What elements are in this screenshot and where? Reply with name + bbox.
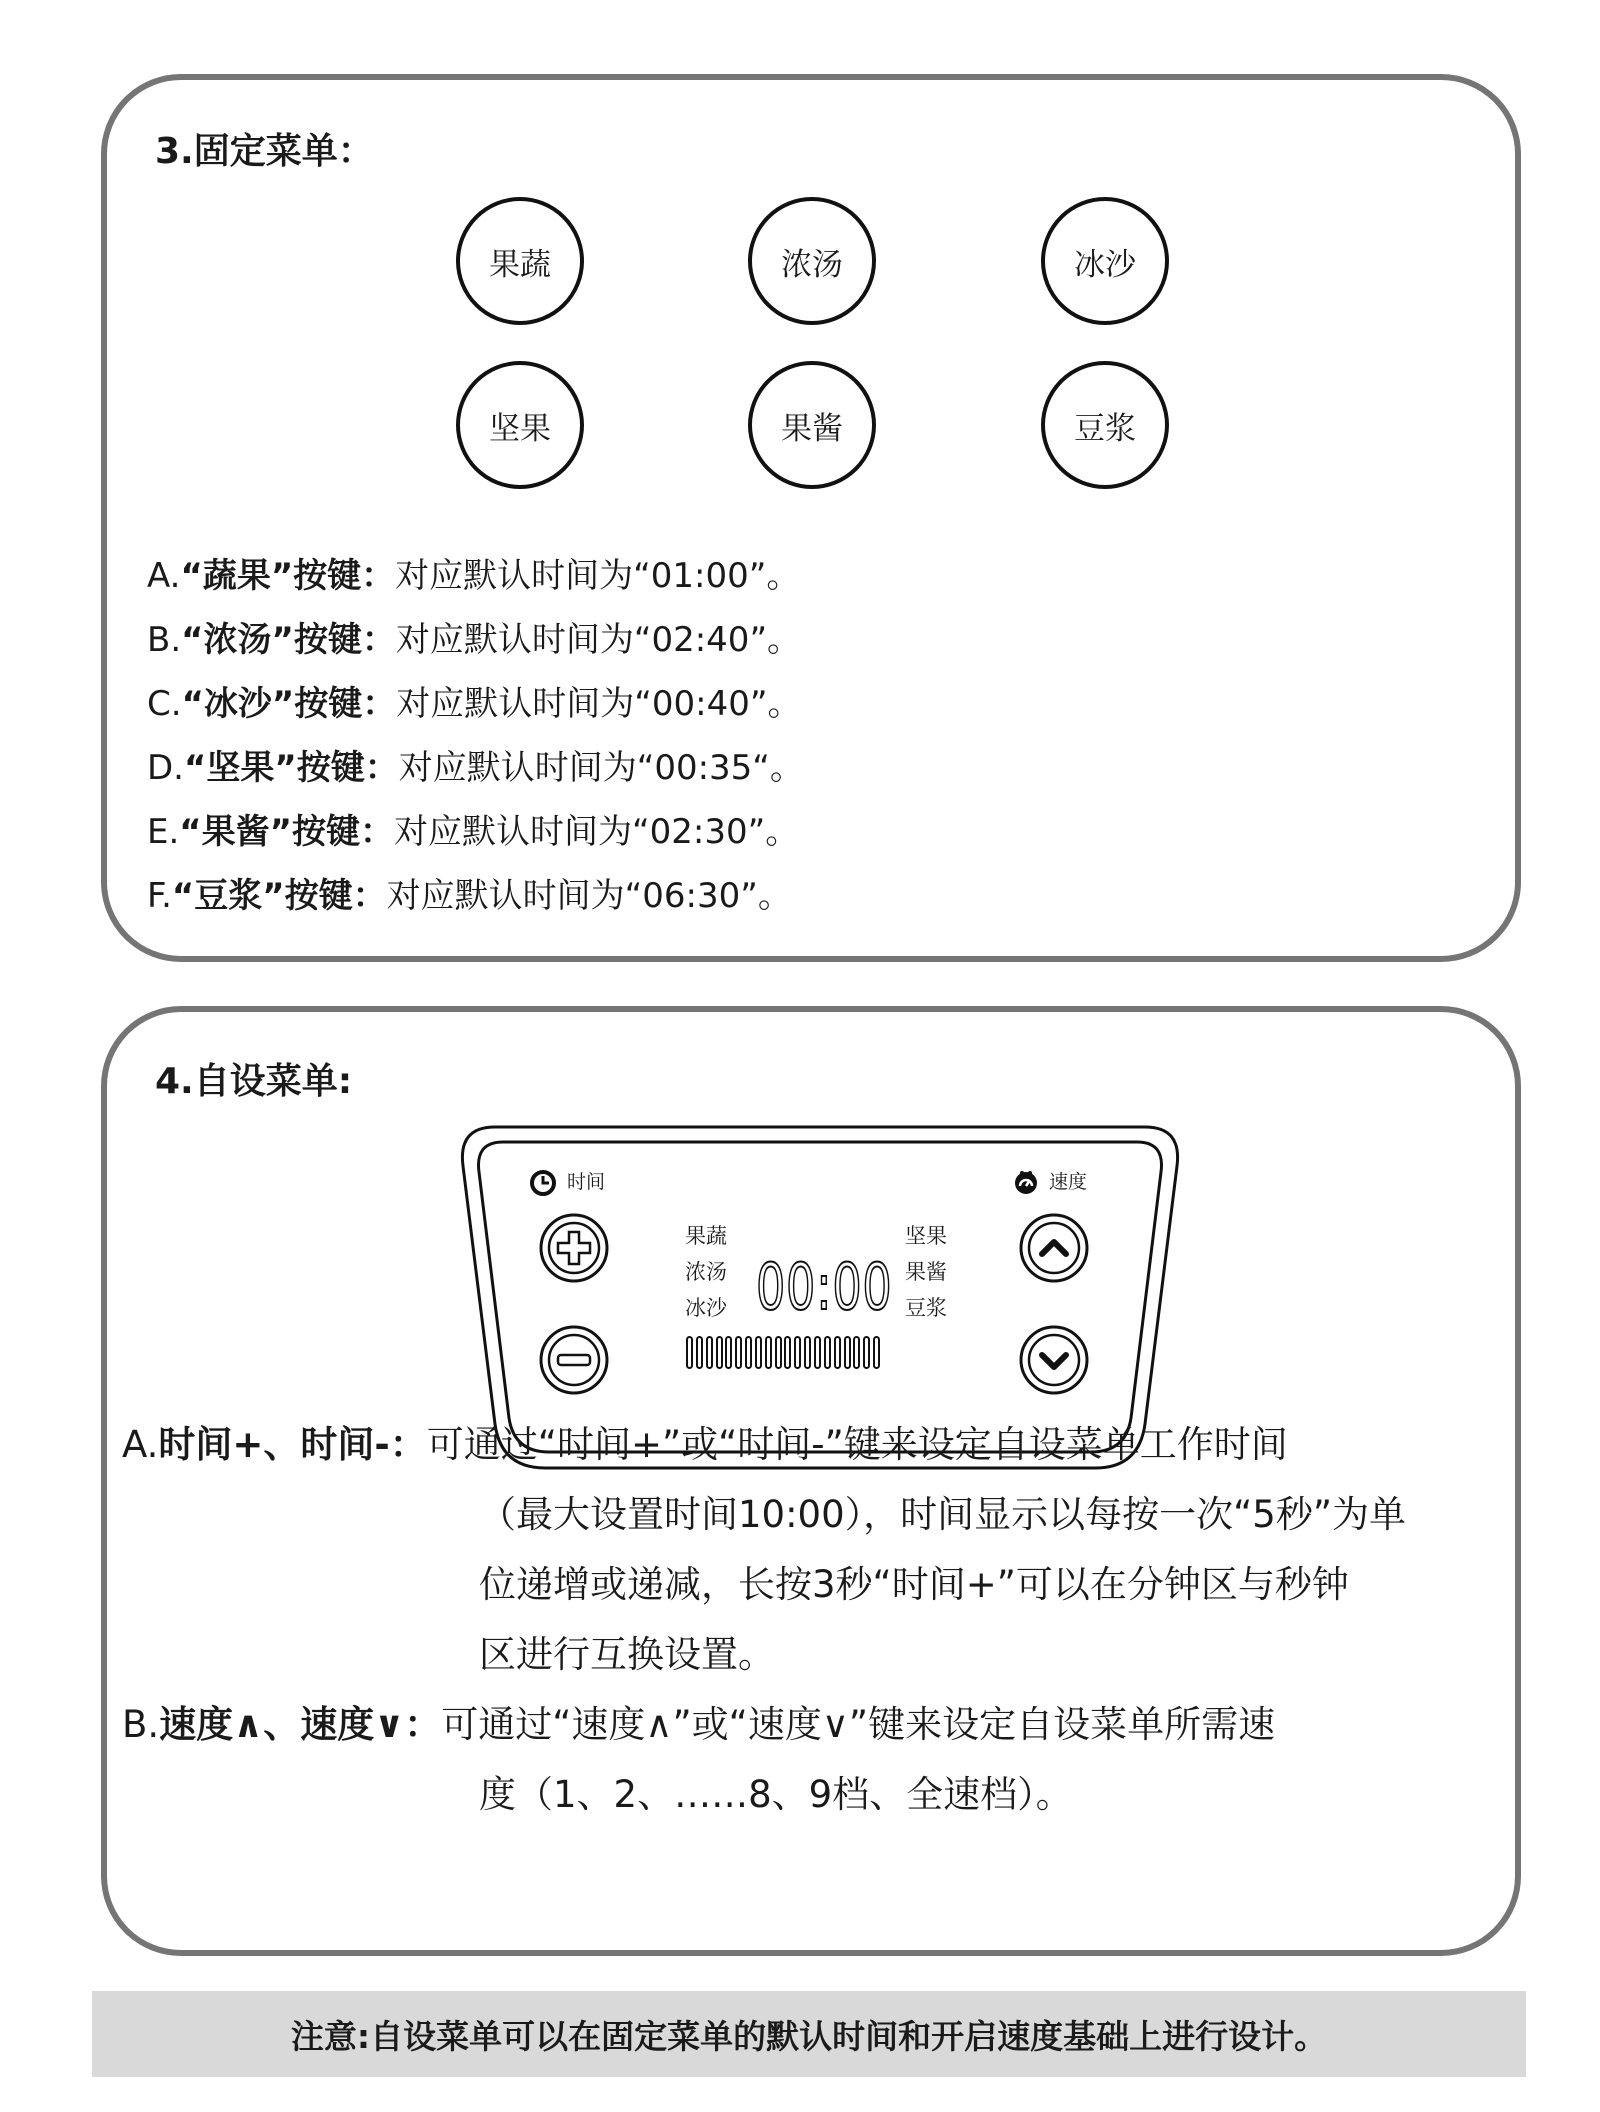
speed-bar-segment <box>804 1336 811 1369</box>
desc-a-line2: （最大设置时间10:00），时间显示以每按一次“5秒”为单 <box>479 1493 1407 1536</box>
desc-b-line2: 度（1、2、……8、9档、全速档）。 <box>479 1773 1073 1816</box>
desc-a-line1: A.时间+、时间-：可通过“时间+”或“时间-”键来设定自设菜单工作时间 <box>122 1423 1288 1466</box>
menu-button-bingsha: 冰沙 <box>1041 197 1169 325</box>
lcd-menu-nongtang: 浓汤 <box>685 1260 727 1284</box>
fixed-menu-list <box>147 544 804 928</box>
key-name: 时间+、时间-： <box>158 1423 427 1466</box>
section-heading: 3.固定菜单： <box>155 131 374 172</box>
speed-bar-segment <box>844 1336 851 1369</box>
fixed-menu-section <box>101 74 1521 962</box>
speed-bar-segment <box>794 1336 801 1369</box>
list-item: A.“蔬果”按键：对应默认时间为“01:00”。 <box>147 556 801 596</box>
speed-up-button[interactable] <box>1018 1212 1090 1284</box>
key-name: “浓汤”按键： <box>181 620 396 660</box>
lcd-time-display: 00:00 <box>756 1251 893 1325</box>
menu-button-jianguo: 坚果 <box>456 361 584 489</box>
key-name: 速度∧、速度∨： <box>159 1703 442 1746</box>
speed-bar-segment <box>706 1336 713 1369</box>
speed-bar-segment <box>863 1336 870 1369</box>
key-name: “蔬果”按键： <box>180 556 396 596</box>
speed-bar-segment <box>696 1336 703 1369</box>
speed-bar-segment <box>784 1336 791 1369</box>
speed-bar-segment <box>745 1336 752 1369</box>
menu-button-doujiang: 豆浆 <box>1041 361 1169 489</box>
lcd-menu-jianguo: 坚果 <box>905 1224 947 1248</box>
desc-a-line4: 区进行互换设置。 <box>479 1633 775 1676</box>
lcd-menu-bingsha: 冰沙 <box>685 1296 727 1320</box>
lcd-menu-guojiang: 果酱 <box>905 1260 947 1284</box>
speed-label: 速度 <box>1049 1171 1088 1193</box>
custom-menu-section <box>101 1006 1521 1956</box>
menu-button-guoshu: 果蔬 <box>456 197 584 325</box>
speed-bar-segment <box>814 1336 821 1369</box>
notice-banner: 注意:自设菜单可以在固定菜单的默认时间和开启速度基础上进行设计。 <box>92 1991 1526 2077</box>
time-label: 时间 <box>567 1171 606 1193</box>
menu-button-guojiang: 果酱 <box>748 361 876 489</box>
key-name: “坚果”按键： <box>184 748 399 788</box>
speed-bar-segment <box>853 1336 860 1369</box>
desc-b-line1: B.速度∧、速度∨：可通过“速度∧”或“速度∨”键来设定自设菜单所需速 <box>122 1703 1276 1746</box>
speed-bar-segment <box>765 1336 772 1369</box>
minus-icon <box>558 1355 590 1365</box>
speed-bar-segment <box>873 1336 880 1369</box>
speed-down-button[interactable] <box>1018 1324 1090 1396</box>
clock-icon <box>530 1170 556 1196</box>
list-item: F.“豆浆”按键：对应默认时间为“06:30”。 <box>147 876 792 916</box>
time-plus-button[interactable] <box>538 1212 610 1284</box>
list-item: E.“果酱”按键：对应默认时间为“02:30”。 <box>147 812 800 852</box>
speed-bar-segment <box>755 1336 762 1369</box>
speed-bar-segment <box>775 1336 782 1369</box>
desc-a-line3: 位递增或递减，长按3秒“时间+”可以在分钟区与秒钟 <box>479 1563 1349 1606</box>
speed-bar-segment <box>686 1336 693 1369</box>
time-minus-button[interactable] <box>538 1324 610 1396</box>
lcd-menu-guoshu: 果蔬 <box>685 1224 727 1248</box>
key-name: “豆浆”按键： <box>171 876 387 916</box>
lcd-menu-doujiang: 豆浆 <box>905 1296 947 1320</box>
speed-bar-segment <box>716 1336 723 1369</box>
speed-bar-segment <box>735 1336 742 1369</box>
list-item: B.“浓汤”按键：对应默认时间为“02:40”。 <box>147 620 802 660</box>
speed-bar-segment <box>725 1336 732 1369</box>
speed-bar-indicator <box>686 1336 880 1369</box>
key-name: “果酱”按键： <box>179 812 394 852</box>
section-heading: 4.自设菜单: <box>155 1061 353 1102</box>
speed-icon <box>1013 1170 1039 1196</box>
speed-bar-segment <box>824 1336 831 1369</box>
speed-bar-segment <box>834 1336 841 1369</box>
list-item: D.“坚果”按键：对应默认时间为“00:35“。 <box>147 748 804 788</box>
menu-button-nongtang: 浓汤 <box>748 197 876 325</box>
key-name: “冰沙”按键： <box>181 684 397 724</box>
list-item: C.“冰沙”按键：对应默认时间为“00:40”。 <box>147 684 802 724</box>
